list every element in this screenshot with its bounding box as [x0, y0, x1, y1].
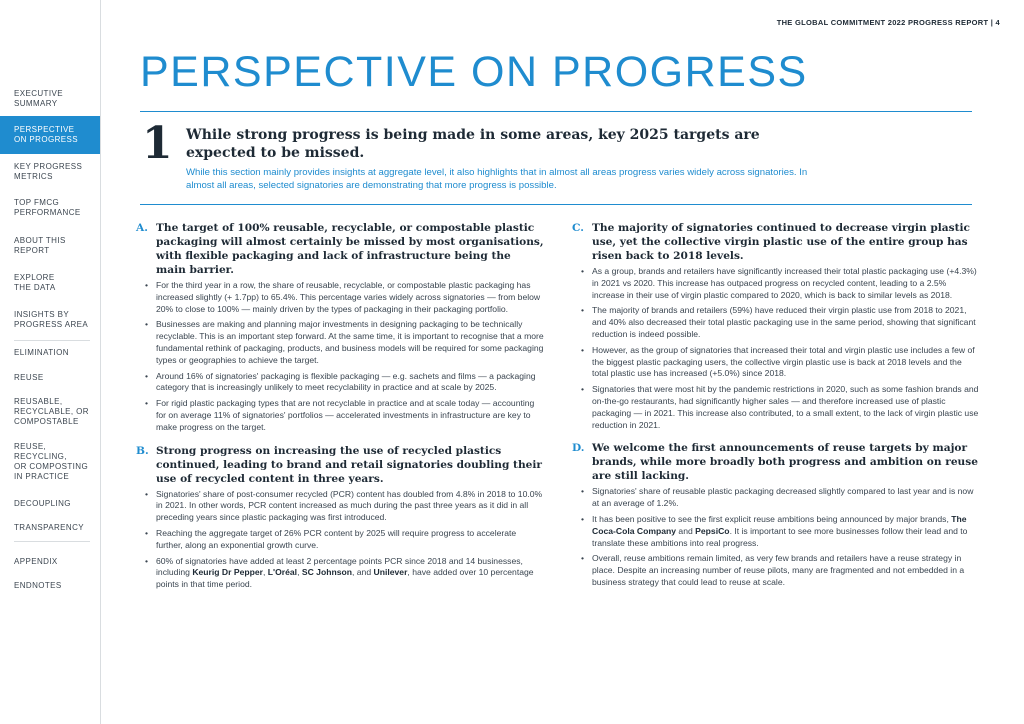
nav-endnotes[interactable]	[0, 581, 100, 591]
bullet-text: ,	[263, 567, 268, 578]
bullet-item: • Businesses are making and planning major investments in designing packaging to be technically recyclable. This is an important step forward. At the same time, it is important to recognise that a more fundamental rethink of packaging, products, and business models will be required for some packaging types or geographies to achieve the target.	[136, 319, 544, 366]
bullet-item: • For the third year in a row, the share of reusable, recyclable, or compostable plastic packaging has increased slightly (+ 1.7pp) to 65.4%. This percentage varies widely across signatories — from below 20% to close to 100% — mainly driven by the types of packaging in their packaging portfolio.	[136, 280, 544, 315]
key-finding-title: While strong progress is being made in some areas, key 2025 targets are expected to be missed.	[186, 127, 760, 161]
section-letter: A.	[136, 222, 148, 234]
nav-label: INSIGHTS BY PROGRESS AREA	[14, 310, 89, 329]
section-letter: B.	[136, 444, 149, 457]
nav-label: ELIMINATION	[14, 348, 69, 357]
nav-reusable-recyclable-compostable[interactable]	[0, 397, 100, 427]
section-c	[572, 221, 980, 431]
section-heading-text: We welcome the first announcements of reuse targets by major brands, while more broadly both progress and ambition on reuse are still lacking.	[592, 442, 978, 483]
nav-label: ENDNOTES	[14, 581, 62, 590]
brand-name: Keurig Dr Pepper	[192, 567, 263, 578]
bullet-list	[572, 266, 980, 431]
section-heading	[136, 221, 544, 277]
key-finding-subtitle: While this section mainly provides insights at aggregate level, it also highlights that in almost all areas progress varies widely across signatories. In almost all areas, selected signatories are demonstrating that more progress is possible.	[186, 167, 808, 191]
nav-label: REUSE	[14, 373, 44, 382]
bullet-list	[136, 280, 544, 434]
nav-insights-by-progress-area[interactable]	[0, 310, 100, 330]
nav-transparency[interactable]	[0, 523, 100, 533]
nav-label: REUSABLE, RECYCLABLE, OR COMPOSTABLE	[14, 397, 89, 426]
bullet-list	[136, 489, 544, 591]
section-heading	[572, 221, 980, 263]
nav-perspective-on-progress[interactable]	[0, 116, 100, 154]
brand-name: The Coca-Cola Company	[592, 513, 967, 536]
bullet-item: • Reaching the aggregate target of 26% PCR content by 2025 will require progress to accelerate further, along an exponential growth curve.	[136, 528, 544, 552]
brand-name: Unilever	[373, 567, 408, 578]
bullet-item: • The majority of brands and retailers (59%) have reduced their virgin plastic use from 2018 to 2021, and 40% also decreased their total plastic packaging use in the same period, showing that significant reduction is indeed possible.	[572, 305, 980, 340]
section-heading	[572, 441, 980, 483]
section-b	[136, 444, 544, 591]
nav-about-this-report[interactable]	[0, 236, 100, 256]
bullet-text: , have added over 10 percentage points in that time period.	[156, 567, 534, 590]
section-heading-text: The majority of signatories continued to decrease virgin plastic use, yet the collective virgin plastic use of the entire group has risen back to 2018 levels.	[592, 222, 970, 262]
page-title: PERSPECTIVE ON PROGRESS	[140, 48, 808, 96]
report-header: THE GLOBAL COMMITMENT 2022 PROGRESS REPORT | 4	[776, 18, 1000, 27]
nav-label: EXECUTIVE SUMMARY	[14, 89, 63, 108]
key-finding-number: 1	[142, 118, 173, 169]
key-finding-rule	[140, 204, 972, 205]
brand-name: PepsiCo	[695, 525, 730, 536]
nav-label: DECOUPLING	[14, 499, 71, 508]
nav-label: TRANSPARENCY	[14, 523, 84, 532]
brand-name: SC Johnson	[301, 567, 352, 578]
nav-label: TOP FMCG PERFORMANCE	[14, 198, 81, 217]
bullet-text: . It is important to see more businesses follow their lead and to translate these ambitions into real progress.	[592, 525, 968, 548]
nav-top-fmcg-performance[interactable]	[0, 198, 100, 218]
section-letter: C.	[572, 222, 584, 234]
nav-executive-summary[interactable]	[0, 89, 100, 109]
nav-label: ABOUT THIS REPORT	[14, 236, 66, 255]
nav-label: APPENDIX	[14, 557, 58, 566]
bullet-text: and	[676, 525, 696, 536]
nav-divider	[14, 340, 90, 341]
bullet-item: • However, as the group of signatories that increased their total and virgin plastic use includes a few of the biggest plastic packaging users, the collective virgin plastic use is back at 2018 levels and the total plastic use has increased (+5.0%) since 2018.	[572, 345, 980, 380]
section-a	[136, 221, 544, 434]
right-column	[572, 221, 980, 599]
bullet-item: • Signatories' share of post-consumer recycled (PCR) content has doubled from 4.8% in 2018 to 10.0% in 2021. In other words, PCR content increased as much during the past three years as it did in all preceding years since plastic packaging was first introduced.	[136, 489, 544, 524]
bullet-item: • Around 16% of signatories' packaging is flexible packaging — e.g. sachets and films — a packaging category that is increasingly unlikely to meet recyclability in practice and at scale by 2025.	[136, 371, 544, 395]
bullet-item	[136, 556, 544, 591]
section-heading-text: The target of 100% reusable, recyclable, or compostable plastic packaging will almost certainly be missed by most organisations, with flexible packaging and lack of infrastructure being the main barrier.	[156, 222, 544, 276]
section-d	[572, 441, 980, 588]
bullet-text: ,	[297, 567, 302, 578]
nav-label: EXPLORE THE DATA	[14, 273, 56, 292]
section-letter: D.	[572, 442, 585, 455]
section-heading-text: Strong progress on increasing the use of recycled plastics continued, leading to brand and retail signatories doubling their use of recycled content in three years.	[156, 444, 542, 485]
nav-decoupling[interactable]	[0, 499, 100, 509]
bullet-text: , and	[351, 567, 374, 578]
bullet-item: • For rigid plastic packaging types that are not recyclable in practice and at scale today — accounting for on average 11% of signatories' portfolios — accelerated investments in infrastructure are key to make progress on the target.	[136, 398, 544, 433]
brand-name: L'Oréal	[267, 567, 298, 578]
nav-appendix[interactable]	[0, 557, 100, 567]
nav-label: REUSE, RECYCLING, OR COMPOSTING IN PRACTICE	[14, 442, 89, 481]
bullet-item: • Overall, reuse ambitions remain limited, as very few brands and retailers have a reuse strategy in place. Despite an increasing number of reuse pilots, many are fragmented and not embedded in a business strategy that could lead to reuse at scale.	[572, 553, 980, 588]
nav-explore-the-data[interactable]	[0, 273, 100, 293]
title-rule	[140, 111, 972, 112]
bullet-item: • As a group, brands and retailers have significantly increased their total plastic packaging use (+4.3%) in 2021 vs 2020. This increase has outpaced progress on recycled content, leading to a 2.5% increase in their use of virgin plastic compared to 2020, which is back to similar levels as 2018.	[572, 266, 980, 301]
sidebar-nav	[0, 0, 101, 724]
nav-reuse[interactable]	[0, 373, 100, 383]
nav-divider	[14, 541, 90, 542]
nav-reuse-recycling-composting[interactable]	[0, 442, 100, 482]
left-column	[136, 221, 544, 601]
nav-label: PERSPECTIVE ON PROGRESS	[14, 125, 78, 144]
bullet-item: • Signatories that were most hit by the pandemic restrictions in 2020, such as some fashion brands and on-the-go restaurants, had significantly higher sales — and therefore increased use of plastic packaging — in 2021. This increase also contributed, to a small extent, to the lack of virgin plastic use reduction in 2021.	[572, 384, 980, 431]
bullet-item: • Signatories' share of reusable plastic packaging decreased slightly compared to last year and is now at an average of 1.2%.	[572, 486, 980, 510]
nav-label: KEY PROGRESS METRICS	[14, 162, 83, 181]
bullet-text: It has been positive to see the first explicit reuse ambitions being announced by major brands,	[592, 513, 952, 524]
section-heading	[136, 444, 544, 486]
bullet-text: 60% of signatories have added at least 2 percentage points PCR since 2018 and 14 businesses, including	[156, 555, 523, 578]
bullet-item	[572, 514, 980, 549]
nav-key-progress-metrics[interactable]	[0, 162, 100, 182]
bullet-list	[572, 486, 980, 588]
nav-elimination[interactable]	[0, 348, 100, 358]
